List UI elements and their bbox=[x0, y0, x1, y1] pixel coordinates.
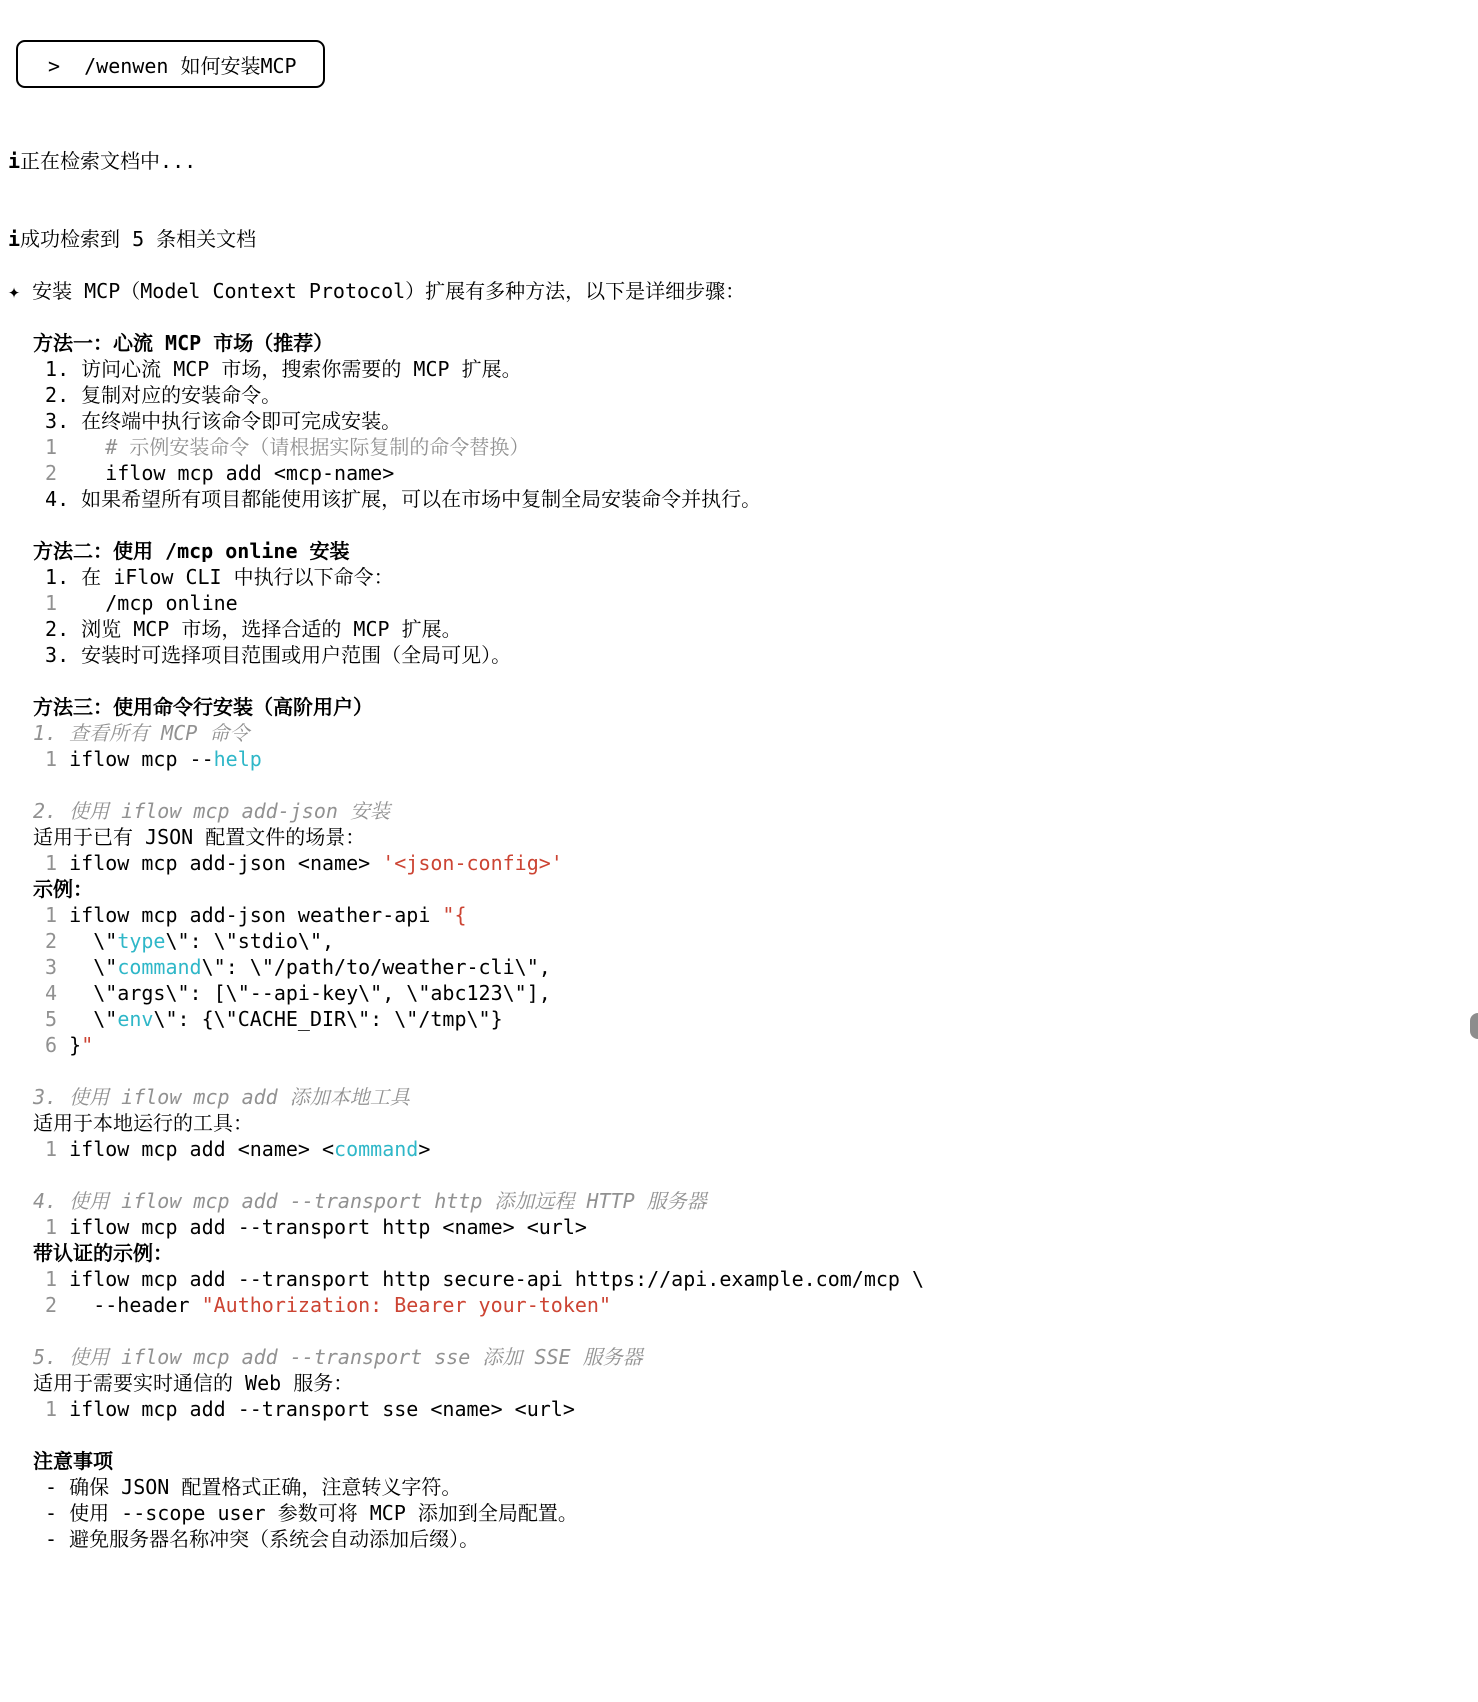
text-run: 3. 在终端中执行该命令即可完成安装。 bbox=[33, 409, 402, 433]
line-number: 1 bbox=[33, 435, 58, 459]
text-run: command bbox=[334, 1137, 419, 1161]
text-run: '<json-config>' bbox=[382, 851, 563, 875]
text-run: \": \"/path/to/weather-cli\", bbox=[201, 955, 551, 979]
blank-line bbox=[0, 1422, 1478, 1448]
text-run: - 避免服务器名称冲突（系统会自动添加后缀）。 bbox=[33, 1527, 480, 1551]
text-run: # 示例安装命令（请根据实际复制的命令替换） bbox=[105, 435, 530, 459]
text-run: \" bbox=[57, 929, 118, 953]
text-run: 正在检索文档中... bbox=[20, 149, 197, 173]
text-run: 方法一：心流 MCP 市场（推荐） bbox=[33, 331, 334, 355]
text-run: \" bbox=[57, 955, 118, 979]
code-line bbox=[0, 1396, 1478, 1422]
line-number: 1 bbox=[33, 1215, 58, 1239]
note-2 bbox=[0, 1500, 1478, 1526]
text-run: "{ bbox=[442, 903, 467, 927]
method-1-step-4 bbox=[0, 486, 1478, 512]
text-run bbox=[57, 435, 105, 459]
code-line bbox=[0, 1006, 1478, 1032]
text-run: 1. 在 iFlow CLI 中执行以下命令： bbox=[33, 565, 394, 589]
status-found bbox=[0, 226, 1478, 252]
scrollbar-thumb[interactable] bbox=[1470, 1013, 1478, 1039]
method-3-item-5-desc bbox=[0, 1370, 1478, 1396]
text-run: iflow mcp add-json weather-api bbox=[57, 903, 443, 927]
method-1-step-2 bbox=[0, 382, 1478, 408]
method-3-item-3-desc bbox=[0, 1110, 1478, 1136]
blank-line bbox=[0, 1058, 1478, 1084]
text-run: iflow mcp add-json <name> bbox=[57, 851, 383, 875]
status-searching bbox=[0, 148, 1478, 174]
text-run: iflow mcp add --transport http <name> <url> bbox=[57, 1215, 587, 1239]
line-number: 1 bbox=[33, 1267, 58, 1291]
text-run: 适用于已有 JSON 配置文件的场景： bbox=[33, 825, 366, 849]
method-1-heading bbox=[0, 330, 1478, 356]
text-run: --header bbox=[57, 1293, 202, 1317]
blank-line bbox=[0, 304, 1478, 330]
text-run: 3. 使用 iflow mcp add 添加本地工具 bbox=[33, 1085, 410, 1109]
text-run: iflow mcp add <name> < bbox=[57, 1137, 335, 1161]
text-run: \": \"stdio\", bbox=[165, 929, 335, 953]
blank-line bbox=[0, 200, 1478, 226]
text-run: 适用于本地运行的工具： bbox=[33, 1111, 253, 1135]
text-run: 1. 查看所有 MCP 命令 bbox=[33, 721, 250, 745]
text-run: iflow mcp add --transport sse <name> <url> bbox=[57, 1397, 575, 1421]
text-run: 示例： bbox=[33, 877, 93, 901]
code-line bbox=[0, 902, 1478, 928]
text-run: 带认证的示例： bbox=[33, 1241, 173, 1265]
method-3-item-4 bbox=[0, 1188, 1478, 1214]
text-run: type bbox=[117, 929, 166, 953]
text-run: > bbox=[418, 1137, 431, 1161]
code-line bbox=[0, 746, 1478, 772]
note-1 bbox=[0, 1474, 1478, 1500]
text-run: 4. 使用 iflow mcp add --transport http 添加远程 HTTP 服务器 bbox=[33, 1189, 707, 1213]
text-run: } bbox=[57, 1033, 82, 1057]
text-run: 注意事项 bbox=[33, 1449, 113, 1473]
line-number: 6 bbox=[33, 1033, 58, 1057]
method-2-step-1 bbox=[0, 564, 1478, 590]
method-3-item-2-desc bbox=[0, 824, 1478, 850]
method-3-heading bbox=[0, 694, 1478, 720]
blank-line bbox=[0, 174, 1478, 200]
text-run: 3. 安装时可选择项目范围或用户范围（全局可见）。 bbox=[33, 643, 512, 667]
text-run: iflow mcp add --transport http secure-api https://api.example.com/mcp \ bbox=[57, 1267, 925, 1291]
text-run: "Authorization: Bearer your-token" bbox=[201, 1293, 611, 1317]
code-line bbox=[0, 1266, 1478, 1292]
text-run: - 使用 --scope user 参数可将 MCP 添加到全局配置。 bbox=[33, 1501, 578, 1525]
blank-line bbox=[0, 252, 1478, 278]
blank-line bbox=[0, 772, 1478, 798]
notes-heading bbox=[0, 1448, 1478, 1474]
prompt-box bbox=[16, 40, 325, 88]
method-3-item-5 bbox=[0, 1344, 1478, 1370]
text-run: 2. 浏览 MCP 市场，选择合适的 MCP 扩展。 bbox=[33, 617, 462, 641]
code-line bbox=[0, 1214, 1478, 1240]
code-line bbox=[0, 850, 1478, 876]
line-number: 5 bbox=[33, 1007, 58, 1031]
text-run: 适用于需要实时通信的 Web 服务： bbox=[33, 1371, 354, 1395]
code-line bbox=[0, 590, 1478, 616]
text-run: " bbox=[81, 1033, 94, 1057]
text-run: command bbox=[117, 955, 202, 979]
text-run: /mcp online bbox=[57, 591, 238, 615]
text-run: \"args\": [\"--api-key\", \"abc123\"], bbox=[57, 981, 551, 1005]
code-line bbox=[0, 954, 1478, 980]
code-line bbox=[0, 434, 1478, 460]
note-3 bbox=[0, 1526, 1478, 1552]
terminal-output bbox=[0, 148, 1478, 1552]
blank-line bbox=[0, 668, 1478, 694]
text-run: 成功检索到 5 条相关文档 bbox=[20, 227, 257, 251]
method-1-step-3 bbox=[0, 408, 1478, 434]
text-run: \" bbox=[57, 1007, 118, 1031]
method-3-item-3 bbox=[0, 1084, 1478, 1110]
line-number: 1 bbox=[33, 747, 58, 771]
blank-line bbox=[0, 1318, 1478, 1344]
text-run: \": {\"CACHE_DIR\": \"/tmp\"} bbox=[153, 1007, 503, 1031]
method-1-step-1 bbox=[0, 356, 1478, 382]
method-2-heading bbox=[0, 538, 1478, 564]
text-run: 4. 如果希望所有项目都能使用该扩展，可以在市场中复制全局安装命令并执行。 bbox=[33, 487, 762, 511]
line-number: 2 bbox=[33, 1293, 58, 1317]
blank-line bbox=[0, 512, 1478, 538]
code-line bbox=[0, 1032, 1478, 1058]
text-run: 安装 MCP（Model Context Protocol）扩展有多种方法，以下是详细步骤： bbox=[32, 279, 746, 303]
text-run: env bbox=[117, 1007, 154, 1031]
code-line bbox=[0, 1136, 1478, 1162]
info-icon: i bbox=[8, 149, 21, 173]
prompt-command: > /wenwen 如何安装MCP bbox=[48, 53, 297, 78]
text-run: 1. 访问心流 MCP 市场，搜索你需要的 MCP 扩展。 bbox=[33, 357, 522, 381]
method-3-item-1 bbox=[0, 720, 1478, 746]
auth-example-label bbox=[0, 1240, 1478, 1266]
sparkle-icon: ✦ bbox=[8, 279, 33, 303]
blank-line bbox=[0, 1162, 1478, 1188]
line-number: 1 bbox=[33, 1397, 58, 1421]
text-run: iflow mcp -- bbox=[57, 747, 214, 771]
line-number: 1 bbox=[33, 1137, 58, 1161]
text-run: - 确保 JSON 配置格式正确，注意转义字符。 bbox=[33, 1475, 462, 1499]
line-number: 1 bbox=[33, 903, 58, 927]
line-number: 2 bbox=[33, 461, 58, 485]
method-2-step-3 bbox=[0, 642, 1478, 668]
text-run: 2. 使用 iflow mcp add-json 安装 bbox=[33, 799, 390, 823]
line-number: 3 bbox=[33, 955, 58, 979]
method-3-item-2 bbox=[0, 798, 1478, 824]
line-number: 1 bbox=[33, 591, 58, 615]
method-2-step-2 bbox=[0, 616, 1478, 642]
code-line bbox=[0, 460, 1478, 486]
answer-intro bbox=[0, 278, 1478, 304]
line-number: 4 bbox=[33, 981, 58, 1005]
code-line bbox=[0, 980, 1478, 1006]
info-icon: i bbox=[8, 227, 21, 251]
text-run: 方法三：使用命令行安装（高阶用户） bbox=[33, 695, 373, 719]
line-number: 1 bbox=[33, 851, 58, 875]
text-run: help bbox=[213, 747, 262, 771]
example-label bbox=[0, 876, 1478, 902]
text-run: 2. 复制对应的安装命令。 bbox=[33, 383, 282, 407]
text-run: 5. 使用 iflow mcp add --transport sse 添加 SSE 服务器 bbox=[33, 1345, 643, 1369]
code-line bbox=[0, 928, 1478, 954]
code-line bbox=[0, 1292, 1478, 1318]
line-number: 2 bbox=[33, 929, 58, 953]
text-run: 方法二：使用 /mcp online 安装 bbox=[33, 539, 350, 563]
text-run: iflow mcp add <mcp-name> bbox=[57, 461, 395, 485]
